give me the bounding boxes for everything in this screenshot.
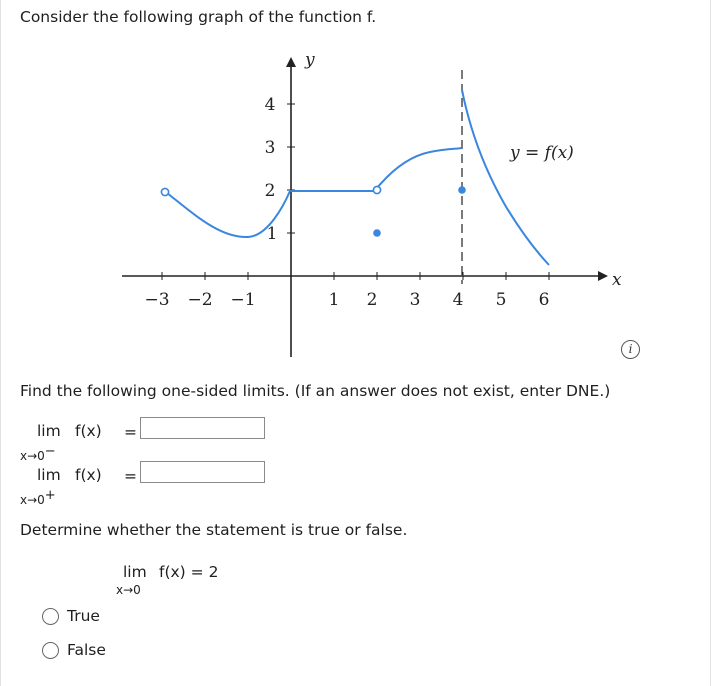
option-label[interactable]: False (67, 641, 106, 659)
x-axis-arrow (598, 271, 608, 281)
lim-word: lim (37, 422, 61, 440)
closed-point (373, 229, 381, 237)
open-point (161, 188, 168, 195)
y-tick-label: 3 (264, 138, 276, 158)
x-tick-label: 1 (328, 290, 340, 310)
curve-fall (462, 90, 549, 265)
limit-statement (116, 563, 256, 599)
y-axis-arrow (286, 57, 296, 67)
equals-sign: = (124, 423, 137, 441)
lim-function: f(x) (75, 466, 102, 484)
option-label[interactable]: True (67, 607, 100, 625)
lim-subscript: x→0 (116, 583, 141, 597)
lim-word: lim (37, 466, 61, 484)
info-icon[interactable]: i (621, 340, 640, 359)
true-false-prompt: Determine whether the statement is true or false. (20, 521, 408, 539)
y-tick-label: 2 (264, 181, 276, 201)
x-tick-label: 6 (538, 290, 550, 310)
x-tick-label: 4 (452, 290, 464, 310)
lim-function: f(x) (75, 422, 102, 440)
curve-rise (377, 148, 462, 188)
x-tick-label: 2 (366, 290, 378, 310)
lim-word: lim (123, 563, 147, 581)
answer-input-left-limit[interactable] (140, 417, 265, 439)
x-tick-label: −1 (230, 290, 256, 310)
instructions-text: Find the following one-sided limits. (If an answer does not exist, enter DNE.) (20, 382, 611, 400)
y-tick-label: 1 (266, 224, 278, 244)
question-prompt: Consider the following graph of the function f. (20, 8, 377, 26)
open-point (373, 186, 380, 193)
x-tick-label: −2 (187, 290, 213, 310)
x-tick-label: −3 (144, 290, 170, 310)
lim-subscript: x→0+ (20, 488, 56, 507)
x-tick-label: 5 (495, 290, 507, 310)
y-axis-label: y (305, 50, 315, 70)
radio-button[interactable] (42, 608, 59, 625)
lim-subscript: x→0− (20, 444, 56, 463)
x-axis-label: x (612, 270, 622, 290)
equals-sign: = (124, 467, 137, 485)
closed-point (458, 186, 466, 194)
x-tick-label: 3 (409, 290, 421, 310)
answer-input-right-limit[interactable] (140, 461, 265, 483)
radio-button[interactable] (42, 642, 59, 659)
statement-expression: f(x) = 2 (159, 563, 219, 581)
y-tick-label: 4 (264, 95, 276, 115)
function-label: y = f(x) (510, 143, 574, 163)
